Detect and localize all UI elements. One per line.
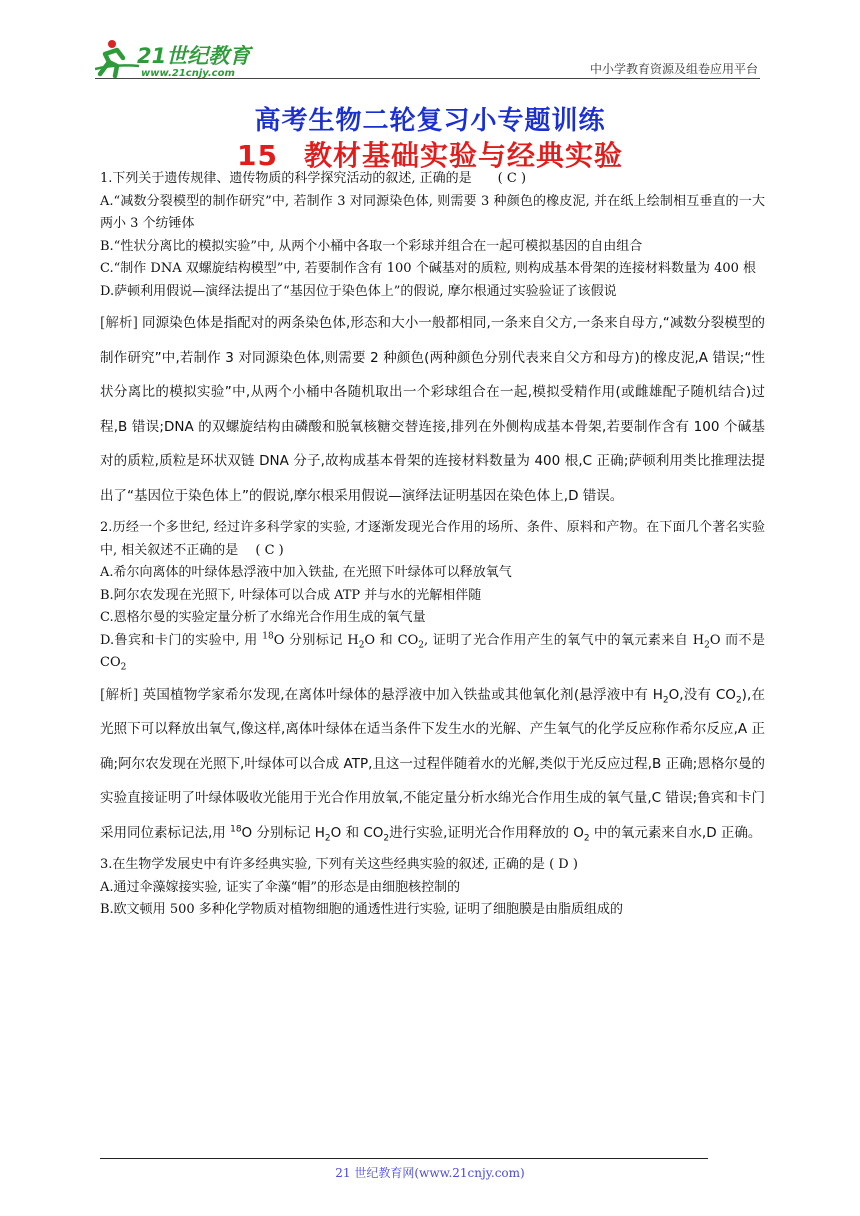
question-2-option-d (100, 630, 765, 675)
title-number: 15 (237, 139, 278, 172)
logo (95, 36, 295, 80)
analysis-text-2: O,没有 CO (668, 686, 736, 703)
subscript-2: 2 (418, 640, 425, 651)
subscript-2: 2 (662, 695, 669, 706)
logo-text: 21世纪教育 (137, 44, 251, 68)
question-list (100, 168, 765, 922)
subscript-2: 2 (583, 833, 590, 844)
subscript-2: 2 (704, 640, 710, 651)
isotope-18: 18 (262, 631, 274, 642)
analysis-text-3: ),在光照下可以释放出氧气,像这样,离体叶绿体在适当条件下发生水的光解、产生氧气的化学反应称作希尔反应,A 正确;阿尔农发现在光照下,叶绿体可以合成 ATP,且这一过程伴随着水的光解,类似于光反应过程,B 正确;恩格尔曼的实验直接证明了叶绿体吸收光能用于光合作用放氧,不能定量分析水绵光合作用生成的氧气量,C 错误;鲁宾和卡门采用同位素标记法,用 (100, 686, 765, 841)
question-2-option-a: A.希尔向离体的叶绿体悬浮液中加入铁盐, 在光照下叶绿体可以释放氧气 (100, 565, 512, 580)
question-1-option-c: C.“制作 DNA 双螺旋结构模型”中, 若要制作含有 100 个碱基对的质粒, 则构成基本骨架的连接材料数量为 400 根 (100, 261, 757, 276)
platform-name: 中小学教育资源及组卷应用平台 (589, 62, 758, 76)
page-footer: 21 世纪教育网(www.21cnjy.com) (335, 1166, 525, 1180)
page-header (95, 36, 760, 80)
question-1-option-d: D.萨顿利用假说—演绎法提出了“基因位于染色体上”的假说, 摩尔根通过实验验证了该假说 (100, 283, 617, 299)
analysis-text-5: O 和 CO (330, 824, 384, 841)
question-2-stem: 2.历经一个多世纪, 经过许多科学家的实验, 才逐渐发现光合作用的场所、条件、原料和产物。在下面几个著名实验中, 相关叙述不正确的是 ( C ) (100, 520, 765, 558)
analysis-text: 同源染色体是指配对的两条染色体,形态和大小一般都相同,一条来自父方,一条来自母方,“减数分裂模型的制作研究”中,若制作 3 对同源染色体,则需要 2 种颜色(两种颜色分别代表来自父方和母方)的橡皮泥,A 错误;“性状分离比的模拟实验”中,从两个小桶中各随机取出一个彩球组合在一起,模拟受精作用(或雌雄配子随机结合)过程,B 错误;DNA 的双螺旋结构由磷酸和脱氧核糖交替连接,排列在外侧构成基本骨架,若要制作含有 100 个碱基对的质粒,质粒是环状双链 DNA 分子,故构成基本骨架的连接材料数量为 400 根,C 正确;萨顿利用类比推理法提出了“基因位于染色体上”的假说,摩尔根采用假说—演绎法证明基因在染色体上,D 错误。 (100, 315, 765, 504)
question-2-analysis (100, 678, 765, 851)
question-1-option-a: A.“减数分裂模型的制作研究”中, 若制作 3 对同源染色体, 则需要 3 种颜色的橡皮泥, 并在纸上绘制相互垂直的一大两小 3 个纺锤体 (100, 193, 765, 231)
question-3-option-b: B.欧文顿用 500 多种化学物质对植物细胞的通透性进行实验, 证明了细胞膜是由脂质组成的 (100, 902, 624, 917)
subscript-2: 2 (735, 695, 742, 706)
option-d-text-2: O 分别标记 H (273, 632, 359, 648)
subscript-2: 2 (383, 833, 390, 844)
page-title: 高考生物二轮复习小专题训练 (254, 106, 606, 136)
subscript-2: 2 (120, 662, 127, 673)
analysis-text-7: 中的氧元素来自水,D 正确。 (589, 824, 762, 841)
question-3-option-a: A.通过伞藻嫁接实验, 证实了伞藻“帽”的形态是由细胞核控制的 (100, 879, 461, 895)
question-2-option-b: B.阿尔农发现在光照下, 叶绿体可以合成 ATP 并与水的光解相伴随 (100, 587, 482, 603)
analysis-tag: [解析] (100, 315, 138, 331)
option-d-text-4: , 证明了光合作用产生的氧气中的氧元素来自 H (424, 632, 705, 648)
option-d-text-1: D.鲁宾和卡门的实验中, 用 (100, 632, 263, 648)
question-1-option-b: B.“性状分离比的模拟实验”中, 从两个小桶中各取一个彩球并组合在一起可模拟基因的自由组合 (100, 238, 643, 254)
question-1-analysis (100, 306, 765, 513)
question-2-option-c: C.恩格尔曼的实验定量分析了水绵光合作用生成的氧气量 (100, 610, 426, 625)
option-d-text-5: O 而不是 CO (100, 632, 766, 670)
logo-url: www.21cnjy.com (141, 68, 235, 79)
subscript-2: 2 (324, 833, 331, 844)
running-figure-icon (95, 40, 139, 76)
subscript-2: 2 (358, 640, 365, 651)
isotope-18: 18 (230, 824, 242, 834)
analysis-text-1: 英国植物学家希尔发现,在离体叶绿体的悬浮液中加入铁盐或其他氧化剂(悬浮液中有 H (142, 686, 663, 703)
analysis-tag: [解析] (100, 686, 139, 703)
footer-divider (100, 1158, 708, 1159)
option-d-text-3: O 和 CO (364, 632, 419, 648)
question-1-stem: 1.下列关于遗传规律、遗传物质的科学探究活动的叙述, 正确的是 ( C ) (100, 171, 527, 186)
analysis-text-4: O 分别标记 H (241, 824, 325, 841)
analysis-text-6: 进行实验,证明光合作用释放的 O (389, 824, 584, 841)
question-3-stem: 3.在生物学发展史中有许多经典实验, 下列有关这些经典实验的叙述, 正确的是 ( D ) (100, 857, 578, 872)
header-divider (95, 78, 760, 79)
subtitle-text: 教材基础实验与经典实验 (303, 139, 623, 172)
